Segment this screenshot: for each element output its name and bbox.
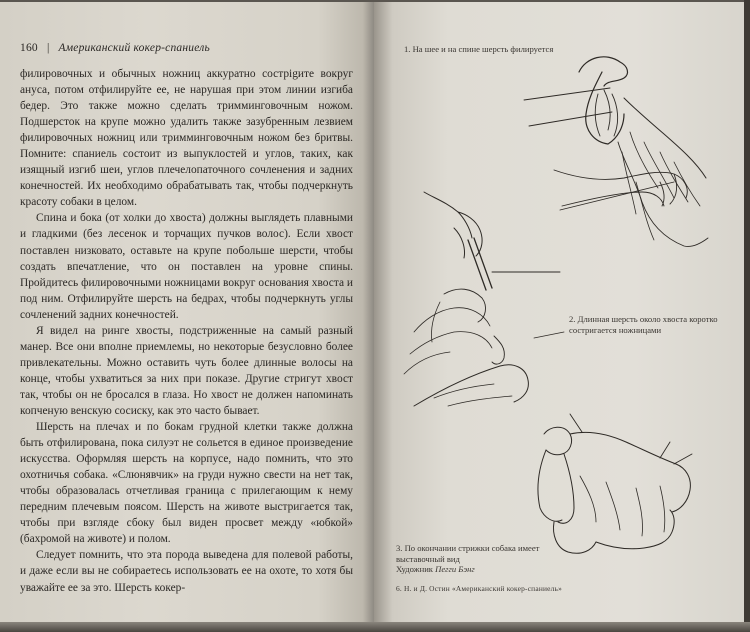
- caption-3: [396, 543, 581, 575]
- page-number: 160: [20, 42, 38, 54]
- caption-3-text: 3. По окончании стрижки собака имеет выставочный вид: [396, 543, 540, 564]
- left-page: [0, 2, 374, 626]
- caption-2: 2. Длинная шерсть около хвоста коротко состригается ножницами: [569, 314, 718, 335]
- paragraph: филировочных и обычных ножниц аккуратно сострigите вокруг ануса, потом отфилируйте ее, не нарушая при этом линии изгиба бедер. Это также можно сделать тримминговочным ножом. Подшерсток на крупе можно удалить также зазубренным лезвием филировочных ножниц или тримминговочным ножом без бритвы. Помните: спаниель состоит из выпуклостей и углов, таких, как изящный изгиб шеи, углов плечелопаточного сочленения и задних конечностей. Их необходимо обрабатывать так, чтобы подчеркнуть красоту собаки в целом.: [20, 68, 353, 209]
- paragraph: Я видел на ринге хвосты, подстриженные на самый разный манер. Все они вполне приемлемы, но некоторые безусловно более привлекательны. Можно оставить чуть более длинные волосы на конце, чтобы ухватиться за них при показе. Другие стригут хвост так, чтобы он не бросался в глаза. Но хвост не должен напоминать копченую венскую сосиску, как это часто бывает.: [20, 324, 353, 417]
- running-title: Американский кокер-спаниель: [58, 42, 210, 54]
- paragraph: Следует помнить, что эта порода выведена для полевой работы, и даже если вы не собираетесь использовать ее на охоте, то хотя бы уважайте ее за это. Шерсть кокер-: [20, 549, 353, 594]
- right-page: [374, 2, 746, 626]
- page-footer: 6. Н. и Д. Остин «Американский кокер-спаниель»: [396, 584, 562, 593]
- running-head-separator: |: [46, 42, 50, 54]
- paragraph: Шерсть на плечах и по бокам грудной клетки также должна быть отфилирована, пока силуэт не сольется в единое произведение искусства. Оформляя шерсть на корпусе, надо помнить, что это охотничья собака. «Слюнявчик» на груди нужно свести на нет так, чтобы образовалась отчетливая граница с прилегающим к нему передним плечевым поясом. Шерсть на животе выстригается так, чтобы при взгляде сбоку был виден просвет между «юбкой» (бахромой на животе) и полом.: [20, 421, 353, 546]
- caption-3-artist-label: Художник: [396, 564, 433, 574]
- page-edge: [744, 0, 750, 632]
- bottom-shadow: [0, 622, 750, 632]
- caption-1: 1. На шее и на спине шерсть филируется: [404, 44, 554, 54]
- paragraph: Спина и бока (от холки до хвоста) должны выглядеть плавными и гладкими (без лесенок и торчащих пучков волос). Если хвост поставлен низковато, оставьте на крупе побольше шерсти, чтобы создать впечатление, что он поставлен на уровне спины. Пройдитесь филировочными ножницами вокруг основания хвоста и под ним. Отфилируйте шерсть на бедрах, чтобы подчеркнуть углы сочленений задних конечностей.: [20, 212, 353, 321]
- body-text: [20, 66, 353, 596]
- running-head: [20, 42, 210, 54]
- caption-3-artist: Пегги Бэнг: [435, 564, 475, 574]
